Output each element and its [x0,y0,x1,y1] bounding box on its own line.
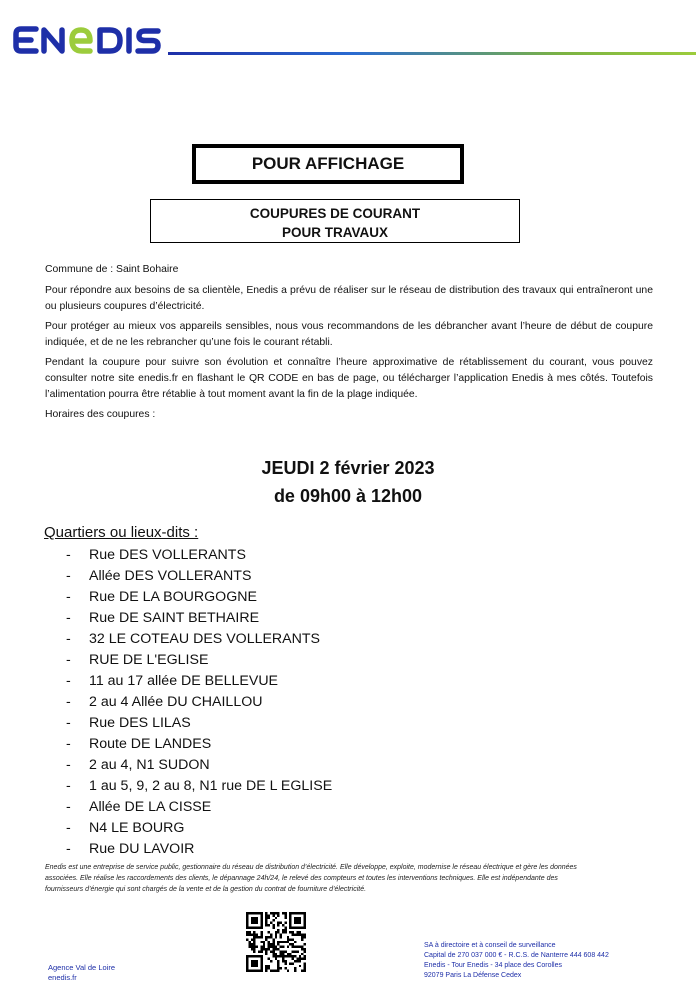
street-list-item [66,587,332,608]
outage-date: JEUDI 2 février 2023 [261,458,435,478]
coupures-heading-box [150,199,520,243]
street-list-item [66,818,332,839]
legal-line: associées. Elle réalise les raccordements des clients, le dépannage 24h/24, le relevé des compteurs et toutes les interventions techniques. Elle est indépendante des [45,875,558,882]
street-name: Rue DES LILAS [89,715,191,731]
list-dash: - [66,589,71,605]
legal-notice [45,862,655,895]
agence-info [48,963,115,983]
street-name: 2 au 4 Allée DU CHAILLOU [89,694,263,710]
street-name: Rue DE SAINT BETHAIRE [89,610,260,626]
street-name: Allée DES VOLLERANTS [89,568,252,584]
street-name: Rue DU LAVOIR [89,841,195,857]
outage-hours: de 09h00 à 12h00 [273,486,423,506]
street-name: RUE DE L'EGLISE [89,652,209,668]
street-list-item [66,797,332,818]
list-dash: - [66,757,71,773]
list-dash: - [66,547,71,563]
company-info-line: 92079 Paris La Défense Cedex [424,972,522,979]
list-dash: - [66,799,71,815]
list-dash: - [66,715,71,731]
enedis-logo [12,22,164,58]
street-list-item [66,776,332,797]
qr-code-icon[interactable] [246,912,306,972]
street-name: N4 LE BOURG [89,820,185,836]
list-dash: - [66,694,71,710]
protection-paragraph: Pour protéger au mieux vos appareils sensibles, nous vous recommandons de les débrancher avant l’heure de début de coupure indiquée, et de ne les rebrancher qu’une fois le courant rétabli. [45,321,653,348]
street-name: 1 au 5, 9, 2 au 8, N1 rue DE L EGLISE [89,778,333,794]
street-list-item [66,671,332,692]
street-list-item [66,692,332,713]
street-list-item [66,734,332,755]
list-dash: - [66,820,71,836]
list-dash: - [66,673,71,689]
company-info-line: Capital de 270 037 000 € - R.C.S. de Nanterre 444 608 442 [424,952,609,959]
commune-label: Commune de : Saint Bohaire [45,264,179,275]
street-list-item [66,629,332,650]
company-info-line: SA à directoire et à conseil de surveillance [424,942,556,949]
legal-line: Enedis est une entreprise de service public, gestionnaire du réseau de distribution d’électricité. Elle développe, exploite, modernise le réseau électrique et gère les données [45,864,577,871]
street-name: 2 au 4, N1 SUDON [89,757,210,773]
list-dash: - [66,610,71,626]
street-list-item [66,545,332,566]
street-list-item [66,713,332,734]
agence-name: Agence Val de Loire [48,963,115,972]
street-name: Allée DE LA CISSE [89,799,212,815]
street-list-item [66,839,332,860]
header-divider-line [168,52,696,55]
street-list-item [66,650,332,671]
website-link[interactable]: enedis.fr [48,973,77,982]
company-info-line: Enedis - Tour Enedis - 34 place des Corolles [424,962,563,969]
street-name: 11 au 17 allée DE BELLEVUE [89,673,279,689]
list-dash: - [66,631,71,647]
street-name: Route DE LANDES [89,736,212,752]
street-name: Rue DES VOLLERANTS [89,547,246,563]
list-dash: - [66,736,71,752]
street-list-item [66,608,332,629]
street-name: Rue DE LA BOURGOGNE [89,589,257,605]
coupures-heading-line2: POUR TRAVAUX [281,225,388,240]
list-dash: - [66,568,71,584]
company-info [424,941,609,981]
street-name: 32 LE COTEAU DES VOLLERANTS [89,631,321,647]
list-dash: - [66,652,71,668]
horaires-label: Horaires des coupures : [45,409,156,420]
coupures-heading-line1: COUPURES DE COURANT [249,206,421,221]
streets-list [66,545,332,860]
pour-affichage-title: POUR AFFICHAGE [192,144,464,184]
list-dash: - [66,778,71,794]
intro-paragraph: Pour répondre aux besoins de sa clientèle, Enedis a prévu de réaliser sur le réseau de distribution des travaux qui entraîneront une ou plusieurs coupures d’électricité. [45,285,653,312]
street-list-item [66,566,332,587]
list-dash: - [66,841,71,857]
legal-line: fournisseurs d’énergie qui sont chargés de la vente et de la gestion du contrat de fourniture d’électricité. [45,886,367,893]
quartiers-title: Quartiers ou lieux-dits : [44,524,199,541]
street-list-item [66,755,332,776]
follow-outage-paragraph: Pendant la coupure pour suivre son évolution et connaître l’heure approximative de rétablissement du courant, vous pouvez consulter notre site enedis.fr en flashant le QR CODE en bas de page, ou télécharger l’application Enedis à mes côtés. Toutefois l’alimentation pourra être rétablie à tout moment avant la fin de la plage indiquée. [45,357,653,400]
